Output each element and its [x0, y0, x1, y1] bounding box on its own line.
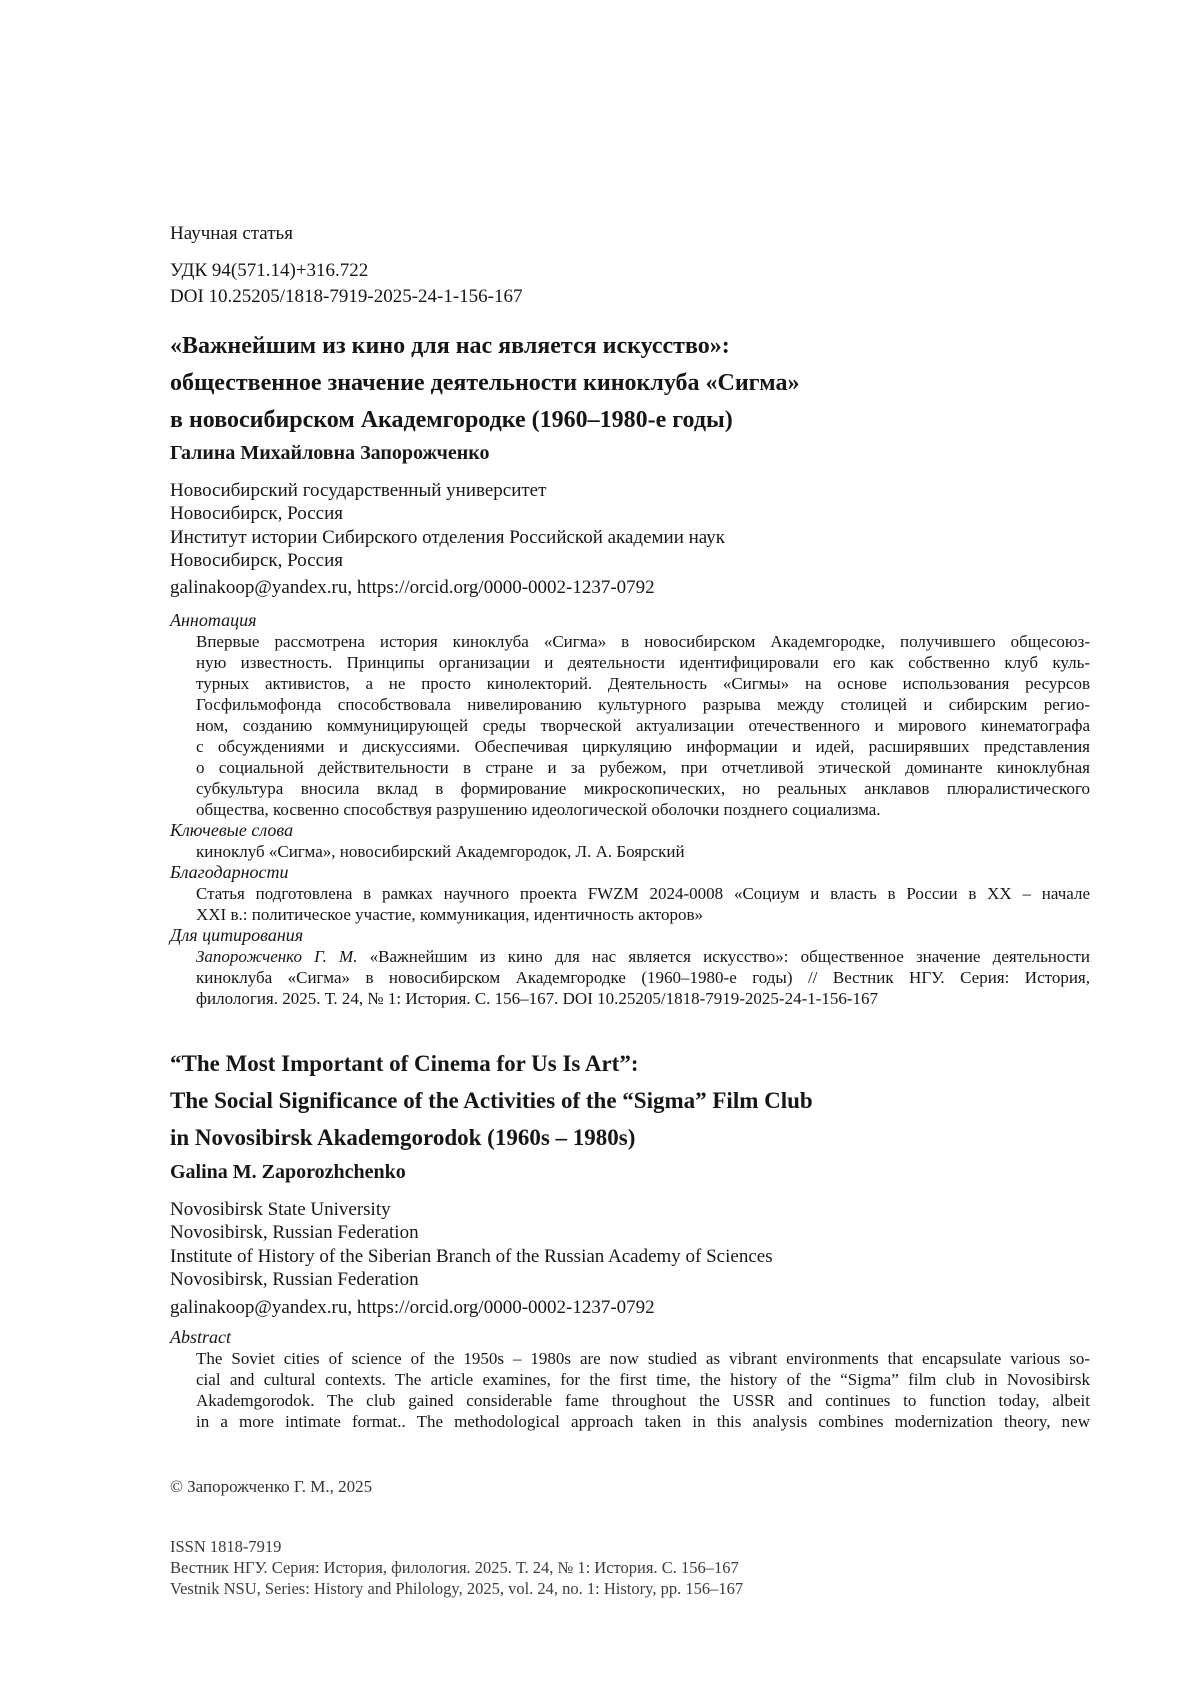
abstract-ru-line: субкультура вносила вклад в формирование микроскопических, но реальных анклавов плюралистического — [196, 779, 1090, 798]
keywords-ru: киноклуб «Сигма», новосибирский Академгородок, Л. А. Боярский — [196, 842, 685, 861]
citation-ru-line — [196, 946, 1090, 967]
doi-code: DOI 10.25205/1818-7919-2025-24-1-156-167 — [170, 286, 523, 307]
abstract-ru-line: ном, созданию коммуницирующей среды творческой актуализации отечественного и мирового кинематографа — [196, 716, 1090, 735]
affiliation-city: Новосибирск, Россия — [170, 503, 343, 524]
citation-author-italic: Запорожченко Г. М. — [196, 947, 358, 966]
abstract-heading-en: Abstract — [170, 1327, 231, 1347]
abstract-ru — [196, 631, 1090, 820]
affiliation-name: Институт истории Сибирского отделения Российской академии наук — [170, 527, 725, 548]
journal-reference-en: Vestnik NSU, Series: History and Philology, 2025, vol. 24, no. 1: History, pp. 156–167 — [170, 1579, 744, 1598]
article-title-en-line: “The Most Important of Cinema for Us Is Art”: — [170, 1051, 639, 1076]
citation-ru — [196, 946, 1090, 1009]
citation-heading-ru: Для цитирования — [170, 925, 304, 945]
article-title-en-line: The Social Significance of the Activities of the “Sigma” Film Club — [170, 1088, 813, 1113]
abstract-en-line: The Soviet cities of science of the 1950s – 1980s are now studied as vibrant environments that encapsulate various so- — [196, 1349, 1090, 1368]
affiliation-city: Novosibirsk, Russian Federation — [170, 1222, 419, 1243]
abstract-en — [196, 1348, 1090, 1432]
article-type-label: Научная статья — [170, 223, 293, 244]
abstract-ru-line: Впервые рассмотрена история киноклуба «Сигма» в новосибирском Академгородке, получившего общесоюз- — [196, 632, 1090, 651]
acknowledgements-ru-line: Статья подготовлена в рамках научного проекта FWZM 2024-0008 «Социум и власть в России в XX – начале — [196, 884, 1090, 903]
acknowledgements-ru-line: XXI в.: политическое участие, коммуникация, идентичность акторов» — [196, 905, 703, 924]
issn-line: ISSN 1818-7919 — [170, 1537, 282, 1556]
affiliation-ru-institute — [170, 526, 1090, 572]
affiliation-name: Новосибирский государственный университет — [170, 480, 547, 501]
citation-ru-line: филология. 2025. Т. 24, № 1: История. С. 156–167. DOI 10.25205/1818-7919-2025-24-1-156-167 — [196, 989, 879, 1008]
article-title-en — [170, 1045, 1090, 1156]
abstract-en-line: Akademgorodok. The club gained considerable fame throughout the USSR and continues to function today, albeit — [196, 1391, 1090, 1410]
author-name-ru: Галина Михайловна Запорожченко — [170, 442, 490, 464]
article-title-en-line: in Novosibirsk Akademgorodok (1960s – 1980s) — [170, 1125, 636, 1150]
article-identifiers — [170, 258, 1090, 310]
affiliation-ru-university — [170, 479, 1090, 525]
citation-ru-line: киноклуба «Сигма» в новосибирском Академгородке (1960–1980-е годы) // Вестник НГУ. Серия: История, — [196, 968, 1090, 987]
abstract-ru-line: ную известность. Принципы организации и деятельности идентифицировали его как собственно клуб куль- — [196, 653, 1090, 672]
article-title-ru-line: в новосибирском Академгородке (1960–1980-е годы) — [170, 407, 733, 433]
affiliation-city: Новосибирск, Россия — [170, 550, 343, 571]
affiliation-city: Novosibirsk, Russian Federation — [170, 1269, 419, 1290]
acknowledgements-heading-ru: Благодарности — [170, 862, 289, 882]
affiliation-name: Institute of History of the Siberian Branch of the Russian Academy of Sciences — [170, 1246, 773, 1267]
affiliation-en-institute — [170, 1245, 1090, 1291]
citation-line-rest: «Важнейшим из кино для нас является искусство»: общественное значение деятельности — [357, 947, 1090, 966]
journal-reference-ru: Вестник НГУ. Серия: История, филология. 2025. Т. 24, № 1: История. С. 156–167 — [170, 1558, 739, 1577]
article-title-ru-line: общественное значение деятельности киноклуба «Сигма» — [170, 370, 800, 396]
abstract-ru-line: Госфильмофонда способствовала нивелированию культурного разрыва между столицей и сибирским регио- — [196, 695, 1090, 714]
abstract-ru-line: с обсуждениями и дискуссиями. Обеспечивая циркуляцию информации и идей, расширявших представления — [196, 737, 1090, 756]
contact-email-orcid-ru: galinakoop@yandex.ru, https://orcid.org/0000-0002-1237-0792 — [170, 577, 655, 598]
affiliation-en-university — [170, 1198, 1090, 1244]
author-name-en: Galina M. Zaporozhchenko — [170, 1161, 406, 1183]
abstract-heading-ru: Аннотация — [170, 610, 257, 630]
copyright-line: © Запорожченко Г. М., 2025 — [170, 1477, 373, 1496]
abstract-en-line: in a more intimate format.. The methodological approach taken in this analysis combines modernization theory, new — [196, 1412, 1090, 1431]
udc-code: УДК 94(571.14)+316.722 — [170, 260, 369, 281]
contact-email-orcid-en: galinakoop@yandex.ru, https://orcid.org/0000-0002-1237-0792 — [170, 1297, 655, 1318]
article-title-ru-line: «Важнейшим из кино для нас является искусство»: — [170, 333, 730, 359]
article-title-ru — [170, 328, 1090, 439]
acknowledgements-ru — [196, 883, 1090, 925]
abstract-ru-line: общества, косвенно способствуя разрушению идеологической оболочки позднего социализма. — [196, 800, 881, 819]
abstract-en-line: cial and cultural contexts. The article examines, for the first time, the history of the “Sigma” film club in Novosibirsk — [196, 1370, 1090, 1389]
keywords-heading-ru: Ключевые слова — [170, 820, 294, 840]
abstract-ru-line: турных активистов, а не просто кинолекторий. Деятельность «Сигмы» на основе использования ресурсов — [196, 674, 1090, 693]
abstract-ru-line: о социальной действительности в стране и за рубежом, при отчетливой этической доминанте киноклубная — [196, 758, 1090, 777]
journal-footer — [170, 1536, 1090, 1599]
affiliation-name: Novosibirsk State University — [170, 1199, 391, 1220]
